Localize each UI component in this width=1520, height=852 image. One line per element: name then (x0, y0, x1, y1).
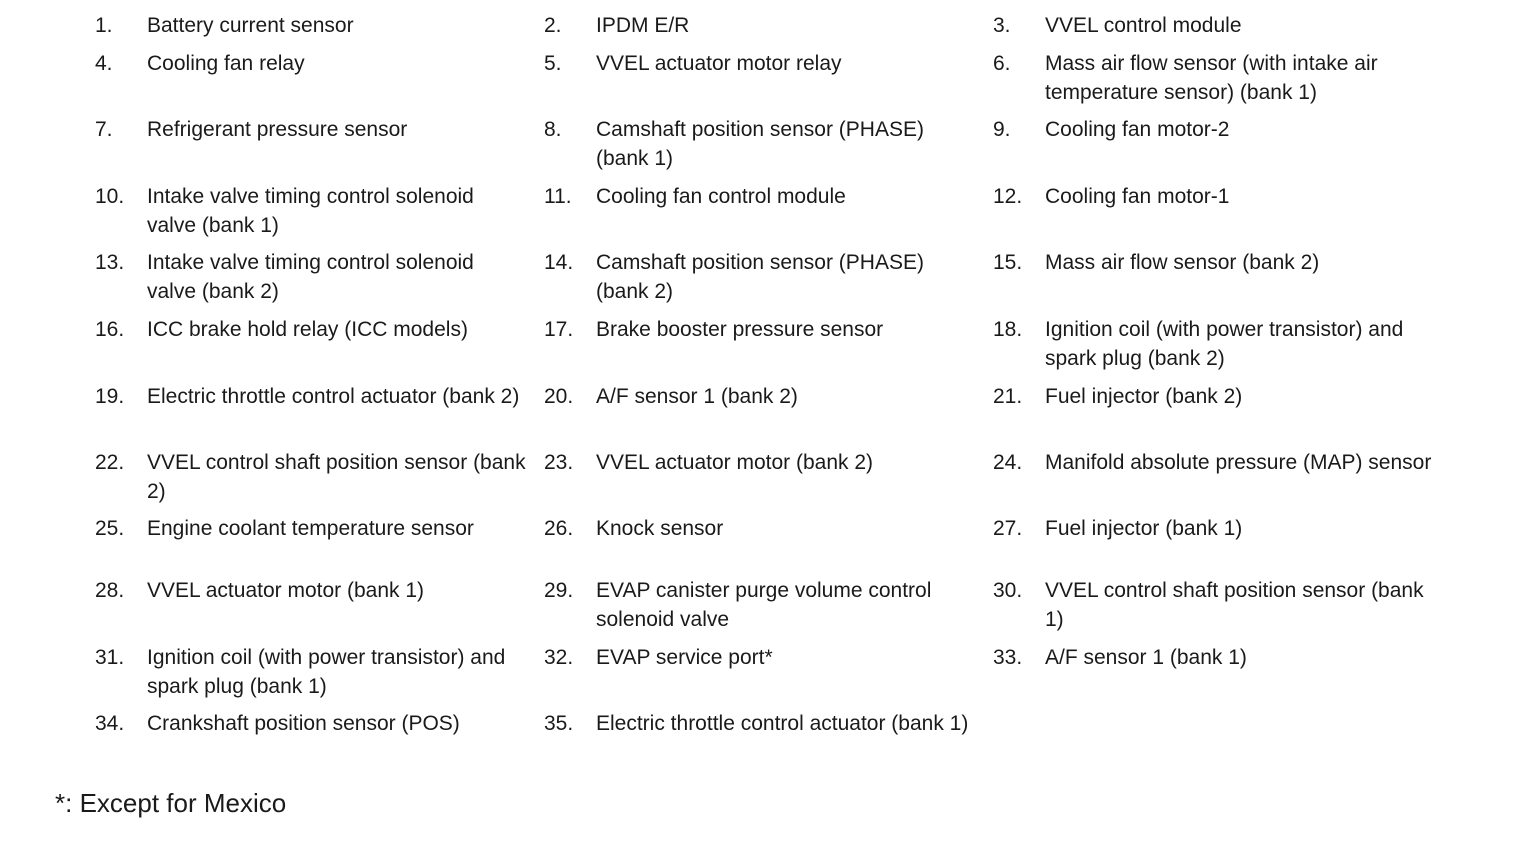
legend-item-label: VVEL control shaft position sensor (bank 2) (147, 451, 526, 503)
legend-item-label: Cooling fan relay (147, 52, 305, 75)
legend-item-number: 26. (544, 517, 574, 540)
legend-item-label: Electric throttle control actuator (bank 1) (596, 712, 969, 735)
legend-item-label: EVAP canister purge volume control solenoid valve (596, 579, 932, 631)
legend-item-label: Cooling fan control module (596, 185, 846, 208)
legend-item-number: 5. (544, 52, 562, 75)
legend-item-number: 20. (544, 385, 574, 408)
legend-item-label: Ignition coil (with power transistor) and spark plug (bank 1) (147, 646, 506, 698)
legend-item-number: 10. (95, 185, 125, 208)
legend-item-number: 28. (95, 579, 125, 602)
legend-item-number: 3. (993, 14, 1011, 37)
legend-row (0, 11, 1520, 49)
legend-row (0, 709, 1520, 775)
legend-item-number: 27. (993, 517, 1023, 540)
legend-item-label: Brake booster pressure sensor (596, 318, 884, 341)
legend-item-label: Intake valve timing control solenoid valve (bank 2) (147, 251, 474, 303)
legend-item-label: Cooling fan motor-1 (1045, 185, 1230, 208)
legend-item-number: 21. (993, 385, 1023, 408)
legend-item-number: 4. (95, 52, 113, 75)
legend-item-number: 16. (95, 318, 125, 341)
legend-item-label: Mass air flow sensor (bank 2) (1045, 251, 1320, 274)
legend-item-number: 18. (993, 318, 1023, 341)
legend-item-number: 25. (95, 517, 125, 540)
legend-item-label: ICC brake hold relay (ICC models) (147, 318, 468, 341)
legend-item-number: 14. (544, 251, 574, 274)
legend-item-label: A/F sensor 1 (bank 2) (596, 385, 798, 408)
legend-item-number: 17. (544, 318, 574, 341)
legend-item-number: 2. (544, 14, 562, 37)
legend-item-number: 9. (993, 118, 1011, 141)
legend-item-number: 33. (993, 646, 1023, 669)
legend-item-number: 31. (95, 646, 125, 669)
legend-item-label: Engine coolant temperature sensor (147, 517, 474, 540)
legend-item-label: Fuel injector (bank 1) (1045, 517, 1243, 540)
legend-row (0, 248, 1520, 315)
component-legend (0, 11, 1520, 775)
footnote: *: Except for Mexico (55, 788, 287, 818)
legend-item-label: VVEL actuator motor (bank 1) (147, 579, 425, 602)
legend-row (0, 315, 1520, 382)
legend-item-number: 1. (95, 14, 113, 37)
legend-item-label: Battery current sensor (147, 14, 354, 37)
legend-item-label: VVEL actuator motor (bank 2) (596, 451, 874, 474)
legend-item-number: 23. (544, 451, 574, 474)
legend-row (0, 115, 1520, 182)
legend-item-label: EVAP service port* (596, 646, 773, 669)
legend-item-label: Knock sensor (596, 517, 724, 540)
legend-item-label: Manifold absolute pressure (MAP) sensor (1045, 451, 1432, 474)
legend-item-number: 11. (544, 185, 572, 208)
legend-item-label: Mass air flow sensor (with intake air temperature sensor) (bank 1) (1045, 52, 1378, 104)
legend-item-label: VVEL control module (1045, 14, 1242, 37)
legend-row (0, 182, 1520, 248)
legend-row (0, 514, 1520, 576)
legend-item-number: 13. (95, 251, 125, 274)
legend-item-label: Electric throttle control actuator (bank 2) (147, 385, 520, 408)
legend-item-number: 29. (544, 579, 574, 602)
legend-item-number: 15. (993, 251, 1023, 274)
legend-item-label: Fuel injector (bank 2) (1045, 385, 1243, 408)
legend-item-number: 30. (993, 579, 1023, 602)
legend-item-number: 19. (95, 385, 125, 408)
legend-row (0, 643, 1520, 709)
legend-item-number: 12. (993, 185, 1023, 208)
legend-item-number: 34. (95, 712, 125, 735)
legend-item-number: 8. (544, 118, 562, 141)
legend-item-label: Cooling fan motor-2 (1045, 118, 1230, 141)
legend-item-label: Intake valve timing control solenoid valve (bank 1) (147, 185, 474, 237)
legend-item-label: Camshaft position sensor (PHASE) (bank 1) (596, 118, 924, 170)
legend-item-label: Crankshaft position sensor (POS) (147, 712, 460, 735)
legend-item-number: 22. (95, 451, 125, 474)
legend-item-label: Ignition coil (with power transistor) and spark plug (bank 2) (1045, 318, 1404, 370)
legend-row (0, 382, 1520, 448)
legend-item-label: A/F sensor 1 (bank 1) (1045, 646, 1247, 669)
legend-row (0, 49, 1520, 115)
legend-item-label: IPDM E/R (596, 14, 690, 37)
legend-item-number: 6. (993, 52, 1011, 75)
legend-item-number: 7. (95, 118, 113, 141)
legend-item-label: VVEL control shaft position sensor (bank 1) (1045, 579, 1424, 631)
legend-item-label: VVEL actuator motor relay (596, 52, 842, 75)
legend-row (0, 576, 1520, 643)
legend-item-label: Camshaft position sensor (PHASE) (bank 2) (596, 251, 924, 303)
legend-item-number: 24. (993, 451, 1023, 474)
legend-item-number: 35. (544, 712, 574, 735)
legend-item-label: Refrigerant pressure sensor (147, 118, 408, 141)
legend-row (0, 448, 1520, 514)
legend-item-number: 32. (544, 646, 574, 669)
